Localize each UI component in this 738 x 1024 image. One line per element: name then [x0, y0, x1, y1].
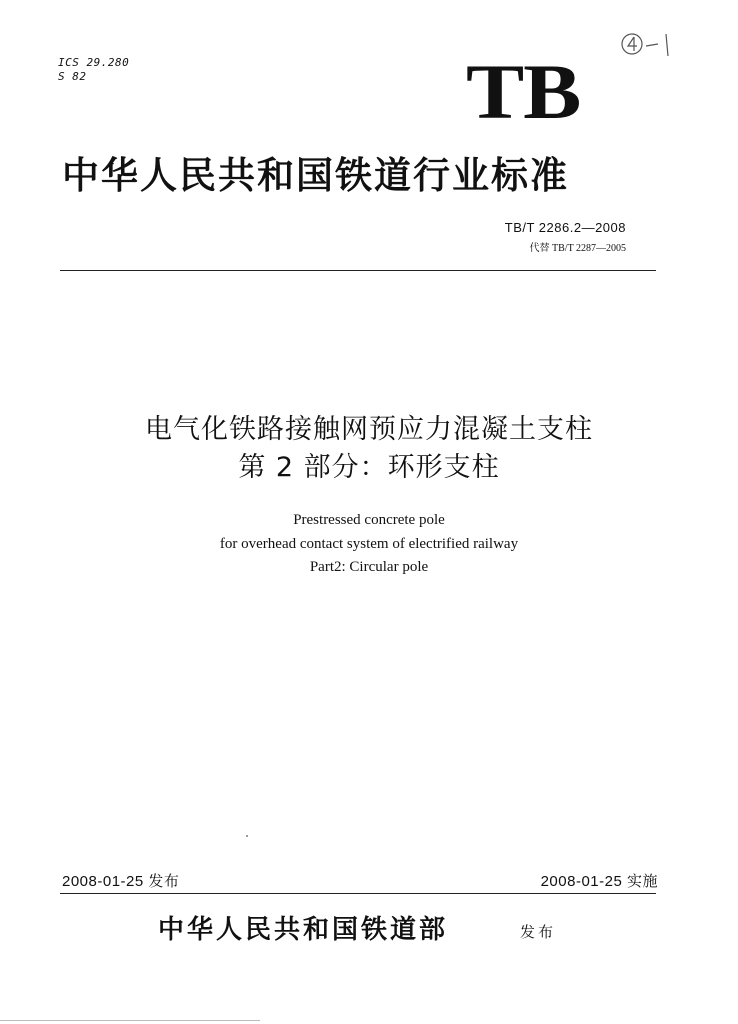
publish-date: 2008-01-25 发布 — [62, 873, 180, 890]
scan-edge — [0, 1020, 260, 1021]
ics-code: ICS 29.280 — [58, 56, 130, 69]
title-cn-line2: 第 2 部分：环形支柱 — [238, 452, 500, 483]
issuer: 中华人民共和国铁道部 — [158, 915, 449, 945]
replaces-note: 代替 TB/T 2287—2005 — [529, 243, 626, 254]
scan-speck — [246, 835, 248, 837]
standard-number: TB/T 2286.2—2008 — [504, 220, 626, 235]
header-divider — [60, 270, 656, 271]
tb-logo: TB — [466, 48, 581, 135]
handwritten-note — [618, 26, 678, 66]
ccs-code: S 82 — [58, 70, 87, 83]
title-en-line2: for overhead contact system of electrified railway — [219, 536, 519, 552]
footer-divider — [60, 893, 656, 894]
effective-date: 2008-01-25 实施 — [540, 873, 658, 890]
issue-word: 发布 — [520, 923, 557, 941]
title-en-line1: Prestressed concrete pole — [293, 512, 445, 528]
header-title: 中华人民共和国铁道行业标准 — [62, 153, 569, 197]
title-en-line3: Part2: Circular pole — [309, 559, 429, 575]
title-cn-line1: 电气化铁路接触网预应力混凝土支柱 — [145, 414, 593, 445]
